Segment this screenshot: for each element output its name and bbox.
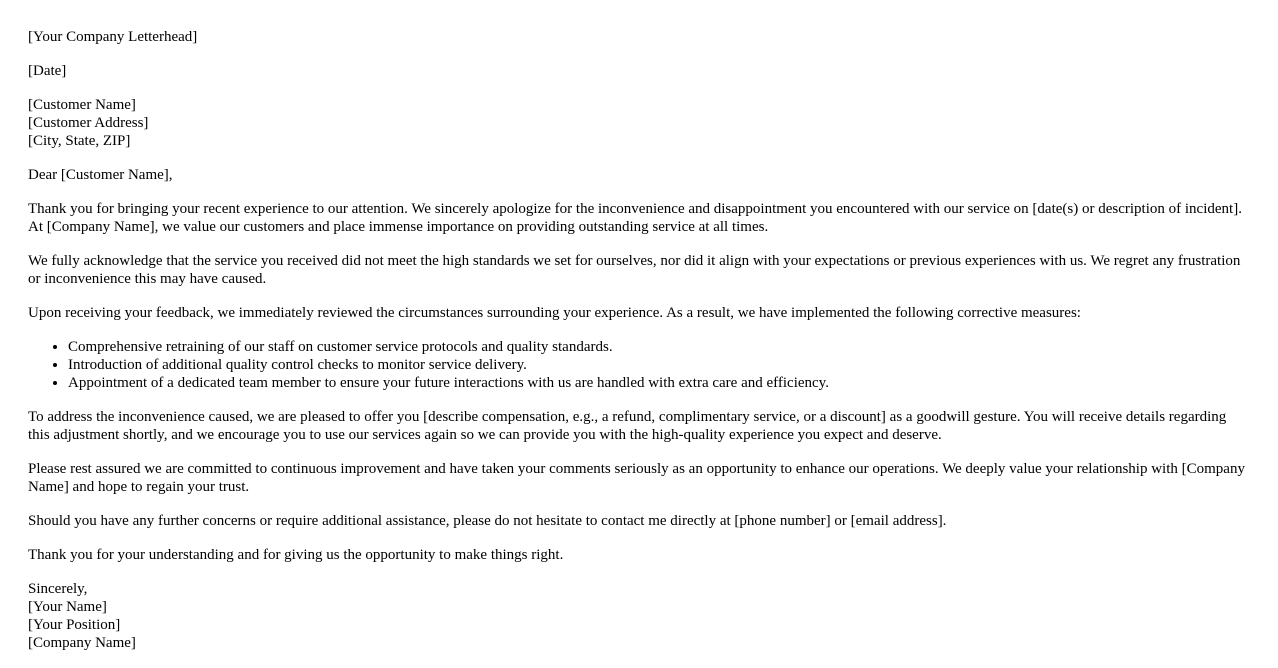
body-paragraph: To address the inconvenience caused, we are pleased to offer you [describe compensation, e.g., a refund, complimentary service, or a discount] as a goodwill gesture. You will receive details regarding this adjustment shortly, and we encourage you to use our services again so we can provide you with the high-quality experience you expect and deserve. — [28, 409, 1227, 443]
signature-closing: Sincerely, — [28, 581, 88, 597]
signature-position: [Your Position] — [28, 617, 121, 633]
body-paragraph: We fully acknowledge that the service you received did not meet the high standards we set for ourselves, nor did it align with your expectations or previous experiences with us. We regret any frustration or inconvenience this may have caused. — [28, 253, 1241, 287]
body-paragraph: Thank you for your understanding and for giving us the opportunity to make things right. — [28, 547, 564, 563]
recipient-city-state-zip: [City, State, ZIP] — [28, 133, 131, 149]
letter-document — [28, 28, 1248, 668]
body-paragraph: Thank you for bringing your recent experience to our attention. We sincerely apologize for the inconvenience and disappointment you encountered with our service on [date(s) or description of incident]. At [Company Name], we value our customers and place immense importance on providing outstanding service at all times. — [28, 201, 1242, 235]
recipient-address-block — [28, 96, 1248, 150]
salutation: Dear [Customer Name], — [28, 167, 173, 183]
signature-block — [28, 580, 1248, 652]
recipient-address: [Customer Address] — [28, 115, 149, 131]
letter-date: [Date] — [28, 63, 67, 79]
list-item: • Comprehensive retraining of our staff on customer service protocols and quality standards. — [68, 338, 1248, 356]
signature-name: [Your Name] — [28, 599, 107, 615]
body-paragraph: Should you have any further concerns or require additional assistance, please do not hesitate to contact me directly at [phone number] or [email address]. — [28, 513, 947, 529]
letterhead: [Your Company Letterhead] — [28, 29, 198, 45]
body-paragraph: Please rest assured we are committed to continuous improvement and have taken your comments seriously as an opportunity to enhance our operations. We deeply value your relationship with [Company Name] and hope to regain your trust. — [28, 461, 1245, 495]
corrective-measures-list — [28, 338, 1248, 392]
list-item: • Appointment of a dedicated team member to ensure your future interactions with us are handled with extra care and efficiency. — [68, 374, 1248, 392]
list-item: • Introduction of additional quality control checks to monitor service delivery. — [68, 356, 1248, 374]
body-paragraph: Upon receiving your feedback, we immediately reviewed the circumstances surrounding your experience. As a result, we have implemented the following corrective measures: — [28, 305, 1081, 321]
signature-company: [Company Name] — [28, 635, 136, 651]
recipient-name: [Customer Name] — [28, 97, 136, 113]
